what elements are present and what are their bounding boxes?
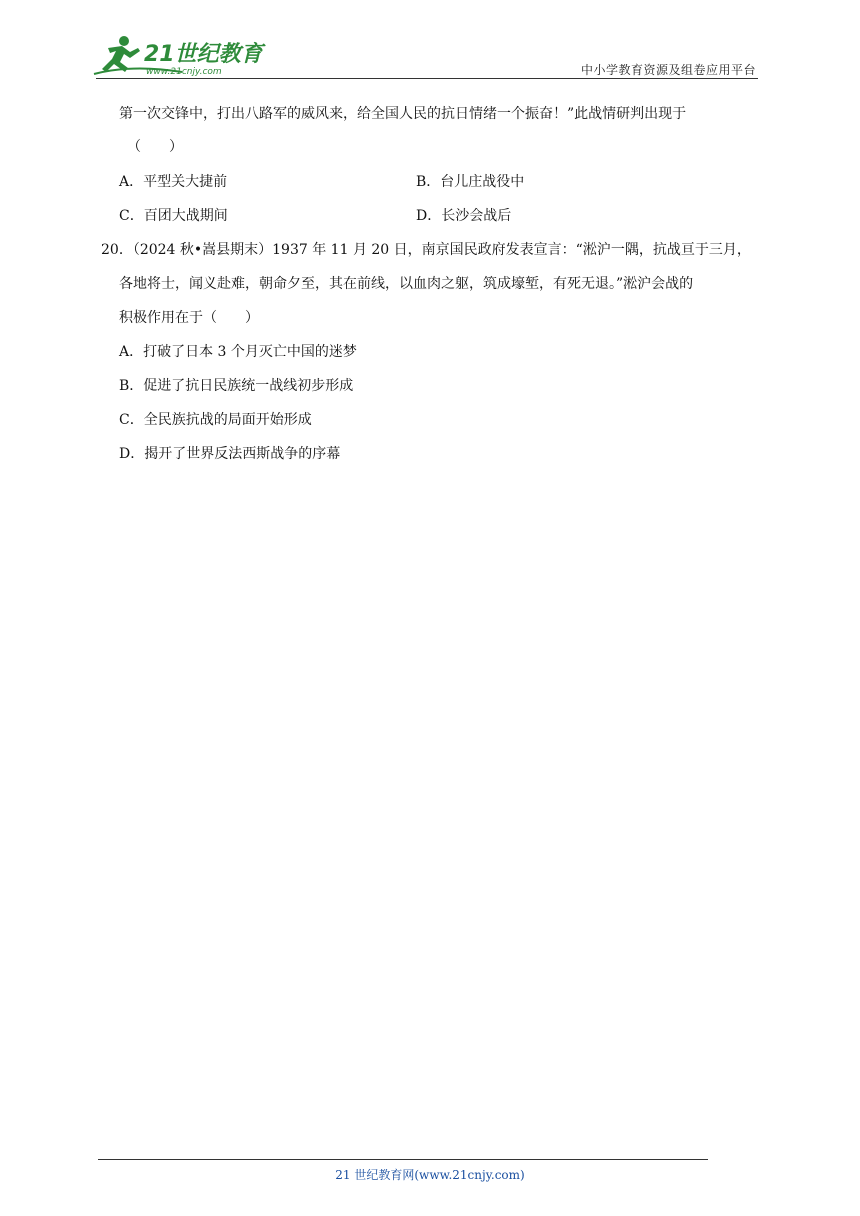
svg-text:www.21cnjy.com: www.21cnjy.com xyxy=(146,67,222,77)
q19-option-a: A．平型关大捷前 xyxy=(119,174,228,190)
q20-text-line-3: 积极作用在于（ ） xyxy=(119,310,259,326)
page-header xyxy=(0,0,860,82)
footer-link[interactable]: 21 世纪教育网(www.21cnjy.com) xyxy=(335,1168,525,1182)
footer-divider xyxy=(98,1159,708,1160)
q20-option-b: B．促进了抗日民族统一战线初步形成 xyxy=(119,378,354,394)
q20-text-line-1: 20．（2024 秋•嵩县期末）1937 年 11 月 20 日，南京国民政府发表宣言：“淞沪一隅，抗战亘于三月， xyxy=(101,242,751,258)
q19-answer-blank: （ ） xyxy=(127,139,183,155)
q19-option-d: D．长沙会战后 xyxy=(416,208,512,224)
platform-tagline: 中小学教育资源及组卷应用平台 xyxy=(580,63,756,77)
q19-text-line-1: 第一次交锋中，打出八路军的威风来，给全国人民的抗日情绪一个振奋！”此战情研判出现于 xyxy=(119,106,687,122)
q20-option-c: C．全民族抗战的局面开始形成 xyxy=(119,412,312,428)
q19-option-b: B．台儿庄战役中 xyxy=(416,174,525,190)
svg-text:21世纪教育: 21世纪教育 xyxy=(144,42,263,67)
q20-option-d: D．揭开了世界反法西斯战争的序幕 xyxy=(119,446,341,462)
q20-option-a: A．打破了日本 3 个月灭亡中国的迷梦 xyxy=(119,344,357,360)
q19-option-c: C．百团大战期间 xyxy=(119,208,228,224)
logo xyxy=(92,34,272,78)
q20-text-line-2: 各地将士，闻义赴难，朝命夕至，其在前线，以血肉之躯，筑成壕堑，有死无退。”淞沪会战的 xyxy=(119,276,694,292)
runner-logo-icon xyxy=(92,34,272,78)
header-divider xyxy=(96,78,758,79)
